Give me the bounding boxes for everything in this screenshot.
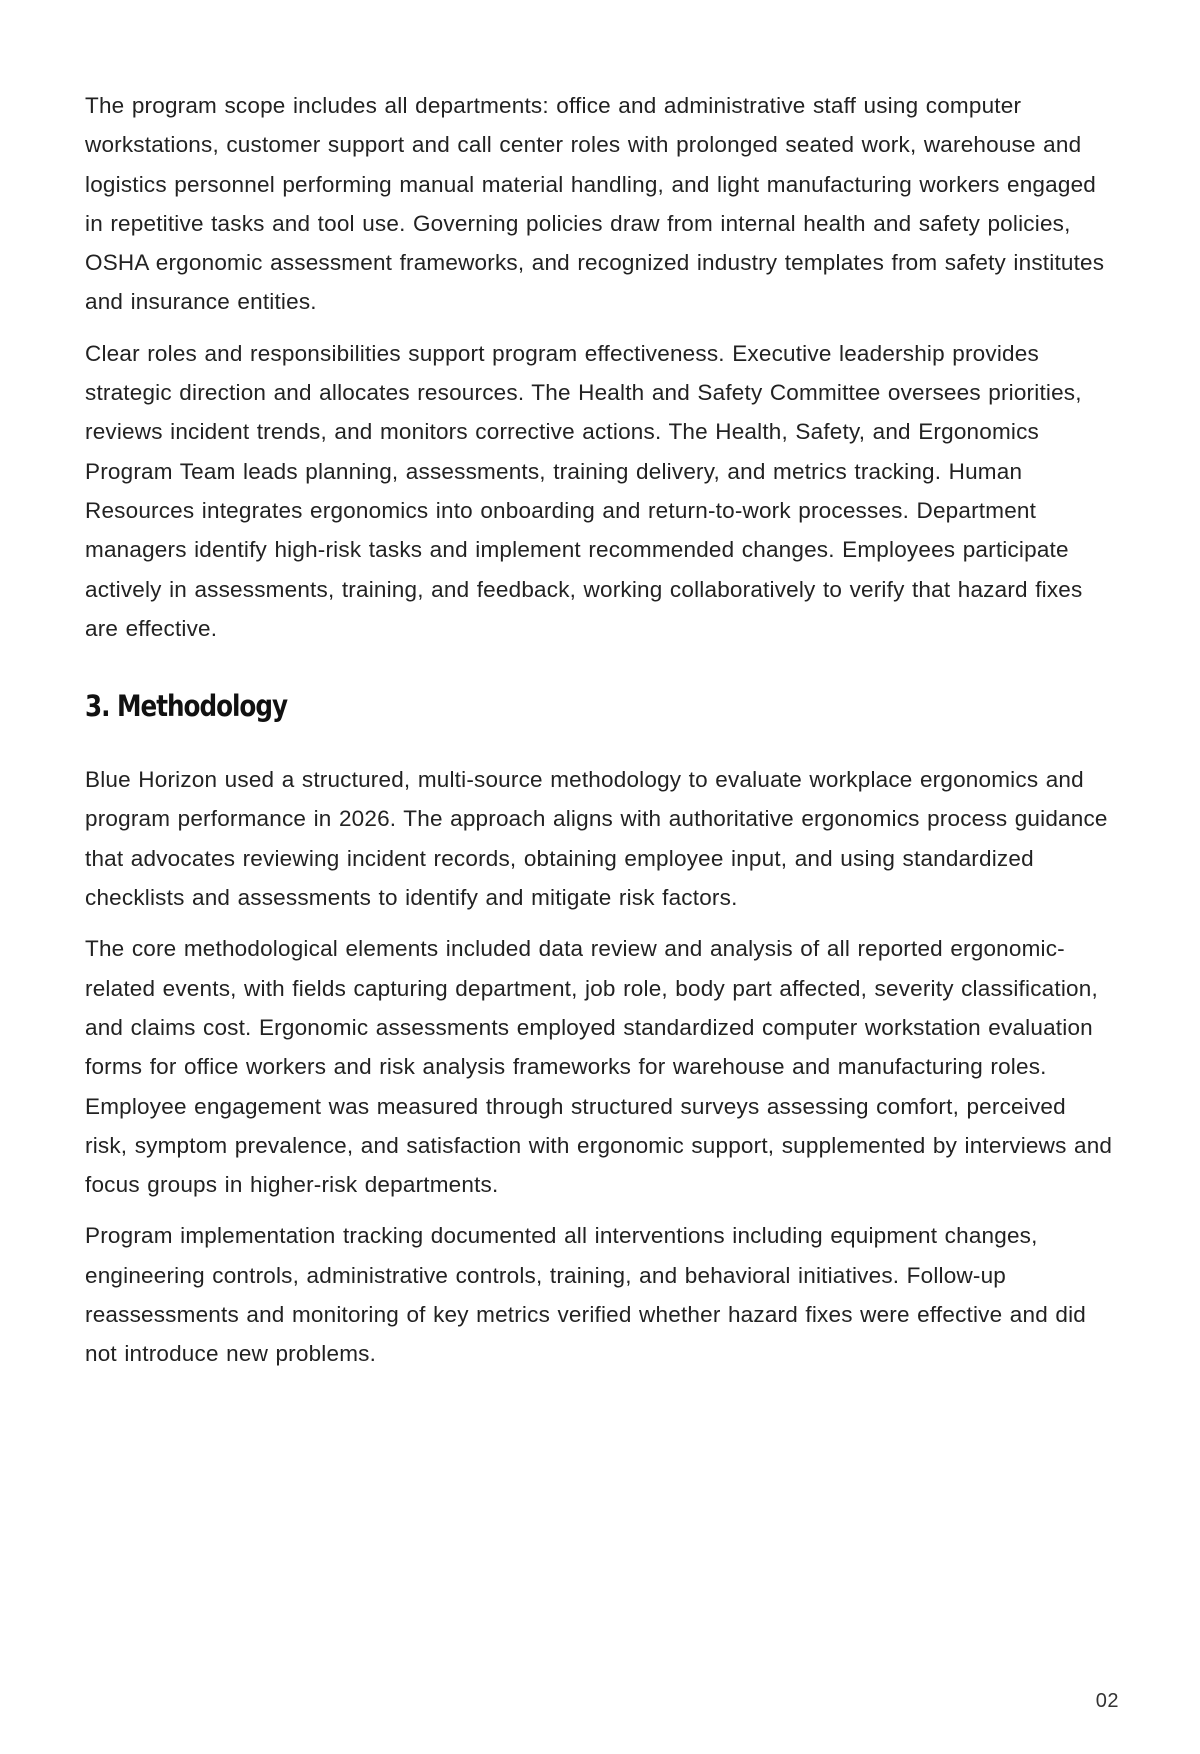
page-number: 02 (1095, 1690, 1119, 1712)
section-heading-methodology: 3. Methodology (85, 689, 288, 724)
paragraph-methodology-overview: Blue Horizon used a structured, multi-source methodology to evaluate workplace ergonomics and program performance in 2026. The approach aligns with authoritative ergonomics process guidance that advocates reviewing incident records, obtaining employee input, and using standardized checklists and assessments to identify and mitigate risk factors. (85, 767, 1108, 911)
page-content (85, 86, 1115, 1386)
paragraph-implementation-tracking: Program implementation tracking documented all interventions including equipment changes, engineering controls, administrative controls, training, and behavioral initiatives. Follow-up reassessments and monitoring of key metrics verified whether hazard fixes were effective and did not introduce new problems. (85, 1223, 1086, 1367)
paragraph-roles-responsibilities: Clear roles and responsibilities support program effectiveness. Executive leadership provides strategic direction and allocates resources. The Health and Safety Committee oversees priorities, reviews incident trends, and monitors corrective actions. The Health, Safety, and Ergonomics Program Team leads planning, assessments, training delivery, and metrics tracking. Human Resources integrates ergonomics into onboarding and return-to-work processes. Department managers identify high-risk tasks and implement recommended changes. Employees participate actively in assessments, training, and feedback, working collaboratively to verify that hazard fixes are effective. (85, 340, 1083, 641)
paragraph-methodology-core-elements: The core methodological elements included data review and analysis of all reported ergonomic-related events, with fields capturing department, job role, body part affected, severity classification, and claims cost. Ergonomic assessments employed standardized computer workstation evaluation forms for office workers and risk analysis frameworks for warehouse and manufacturing roles. Employee engagement was measured through structured surveys assessing comfort, perceived risk, symptom prevalence, and satisfaction with ergonomic support, supplemented by interviews and focus groups in higher-risk departments. (85, 936, 1113, 1198)
paragraph-program-scope: The program scope includes all departments: office and administrative staff using computer workstations, customer support and call center roles with prolonged seated work, warehouse and logistics personnel performing manual material handling, and light manufacturing workers engaged in repetitive tasks and tool use. Governing policies draw from internal health and safety policies, OSHA ergonomic assessment frameworks, and recognized industry templates from safety institutes and insurance entities. (85, 93, 1105, 315)
